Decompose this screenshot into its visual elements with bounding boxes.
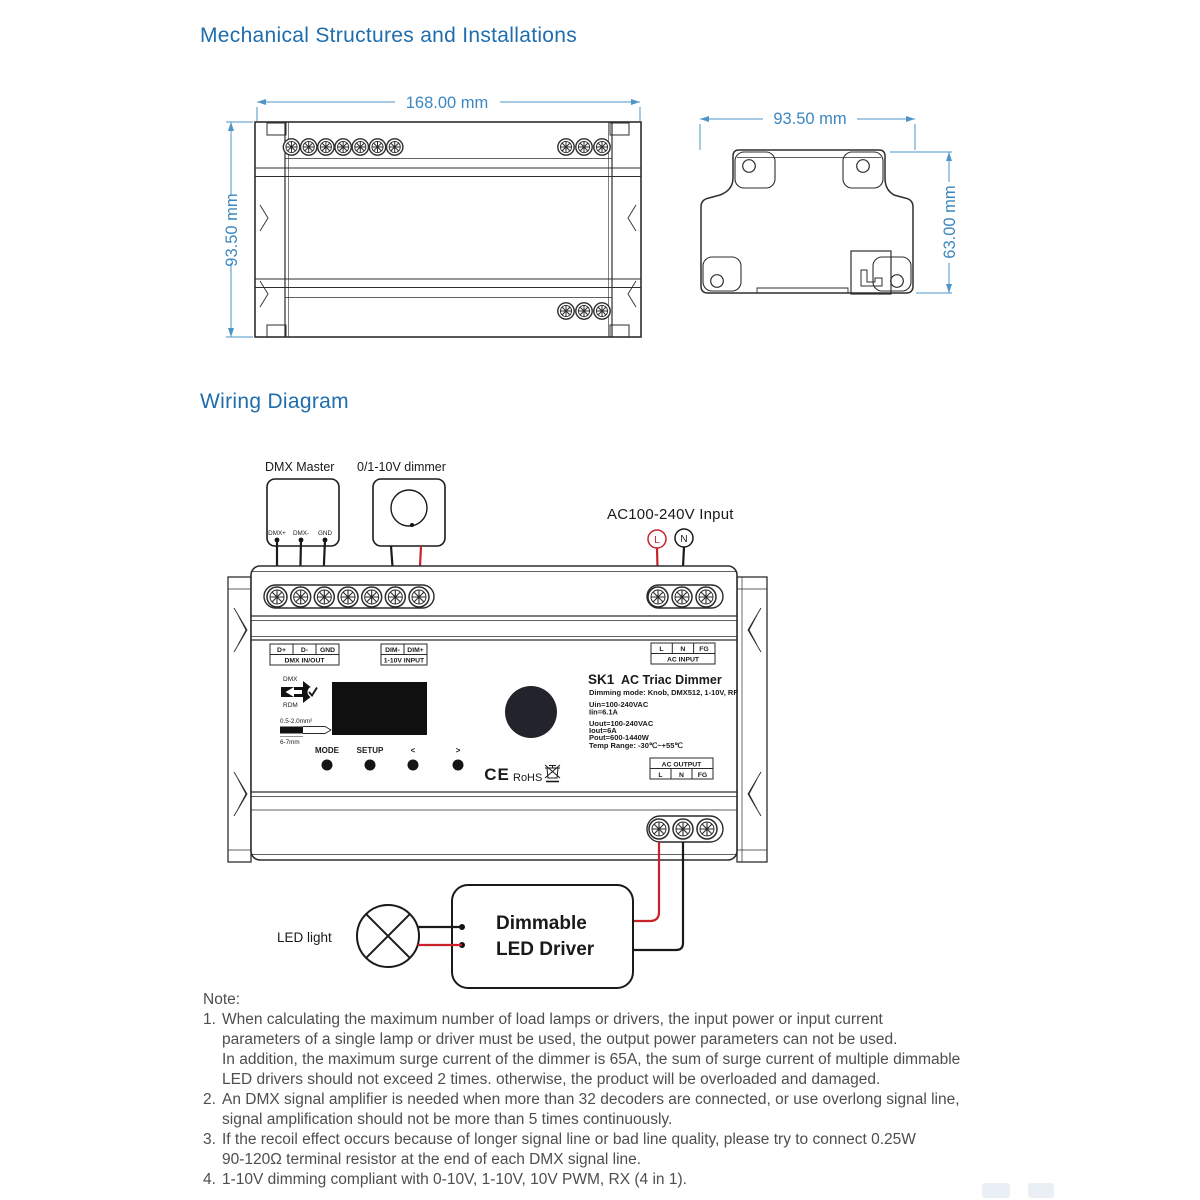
- svg-text:AC INPUT: AC INPUT: [666, 656, 700, 664]
- svg-text:DMX IN/OUT: DMX IN/OUT: [284, 657, 325, 665]
- next-button[interactable]: [453, 760, 464, 771]
- note-item-3: 3. If the recoil effect occurs because of longer signal line or bad line quality, please try to connect 0.25W 90-120Ω terminal resistor at the end of each DMX signal line.: [203, 1131, 916, 1168]
- rohs-mark: RoHS: [513, 772, 543, 784]
- led-lamp-icon: [357, 905, 419, 967]
- front-width-label: 168.00 mm: [405, 94, 489, 112]
- setup-button[interactable]: [365, 760, 376, 771]
- prev-button-label: <: [410, 746, 416, 755]
- wiring-diagram: [200, 450, 1010, 1005]
- svg-text:FG: FG: [699, 645, 709, 653]
- note-item-4: 4. 1-10V dimming compliant with 0-10V, 1-10V, 10V PWM, RX (4 in 1).: [203, 1171, 687, 1188]
- front-height-label: 93.50 mm: [223, 193, 241, 267]
- note-item-1: 1. When calculating the maximum number of load lamps or drivers, the input power or input current parameters of a single lamp or driver must be used, the output power parameters can not be used. In addition, the maximum surge current of the dimmer is 65A, the sum of surge current of multiple dimmable LED drivers should not exceed 2 times. otherwise, the product will be overloaded and damaged.: [203, 1011, 961, 1088]
- led-light-label: LED light: [277, 930, 332, 945]
- dmx-master-label: DMX Master: [265, 460, 335, 474]
- svg-text:N: N: [680, 645, 686, 653]
- ac-l-terminal: [648, 530, 666, 548]
- notes-section: [203, 990, 983, 1190]
- led-driver-line2: LED Driver: [496, 939, 595, 960]
- svg-text:DMX: DMX: [283, 676, 298, 683]
- side-body-outline: [701, 150, 913, 294]
- side-height-label: 63.00 mm: [941, 185, 959, 259]
- svg-text:L: L: [654, 535, 660, 546]
- svg-text:N: N: [679, 771, 684, 779]
- svg-text:Dimming mode: Knob, DMX512, 1-: Dimming mode: Knob, DMX512, 1-10V, RF: [589, 688, 738, 697]
- svg-text:D-: D-: [300, 646, 309, 654]
- side-dimensions: [700, 119, 952, 293]
- model-name: AC Triac Dimmer: [621, 673, 722, 687]
- svg-text:N: N: [680, 534, 688, 545]
- svg-text:Uout=100-240VAC: Uout=100-240VAC: [589, 719, 654, 728]
- ac-n-terminal: [675, 529, 693, 547]
- mode-button[interactable]: [322, 760, 333, 771]
- svg-text:Pout=600-1440W: Pout=600-1440W: [589, 733, 649, 742]
- svg-text:DIM-: DIM-: [385, 646, 400, 654]
- svg-text:1-10V INPUT: 1-10V INPUT: [383, 657, 425, 665]
- mode-button-label: MODE: [315, 746, 339, 755]
- footer-faint-mark: [1028, 1183, 1054, 1198]
- svg-text:Iout=6A: Iout=6A: [589, 726, 617, 735]
- notes-title: Note:: [203, 991, 241, 1008]
- front-width-dimension: [226, 102, 640, 337]
- svg-text:Iin=6.1A: Iin=6.1A: [589, 707, 618, 717]
- note-item-2: 2. An DMX signal amplifier is needed when more than 32 decoders are connected, or use overlong signal line, signal amplification should not be more than 5 times continuously.: [203, 1091, 960, 1128]
- ac-input-label: AC100-240V Input: [607, 506, 734, 523]
- svg-text:RDM: RDM: [283, 702, 298, 709]
- ce-mark: CE: [484, 765, 510, 784]
- dmx-master-t3: GND: [318, 530, 332, 537]
- led-driver-box: [452, 885, 633, 988]
- svg-text:6-7mm: 6-7mm: [280, 739, 300, 746]
- dimmer-label: 0/1-10V dimmer: [357, 460, 446, 474]
- svg-text:0.5-2.0mm²: 0.5-2.0mm²: [280, 718, 313, 725]
- device-display: [332, 682, 427, 735]
- dmx-master-t2: DMX-: [292, 530, 310, 537]
- device-knob[interactable]: [505, 686, 557, 738]
- dmx-master-t1: DMX+: [268, 530, 286, 537]
- led-driver-line1: Dimmable: [496, 913, 587, 934]
- svg-text:FG: FG: [697, 771, 708, 779]
- front-view-drawing: [210, 85, 670, 355]
- dimmer-box: [373, 479, 445, 546]
- section-title-wiring: Wiring Diagram: [200, 390, 349, 413]
- section-title-mechanical: Mechanical Structures and Installations: [200, 24, 578, 47]
- model-label: SK1: [588, 672, 615, 687]
- svg-text:Temp Range: -30℃~+55℃: Temp Range: -30℃~+55℃: [589, 741, 683, 750]
- svg-text:DIM+: DIM+: [407, 646, 424, 654]
- svg-text:L: L: [659, 645, 664, 653]
- side-width-label: 93.50 mm: [773, 110, 847, 128]
- footer-faint-mark: [982, 1183, 1010, 1198]
- svg-text:AC OUTPUT: AC OUTPUT: [661, 761, 702, 769]
- svg-text:Uin=100-240VAC: Uin=100-240VAC: [589, 700, 649, 709]
- svg-text:GND: GND: [319, 646, 336, 654]
- side-view-drawing: [670, 85, 970, 310]
- svg-text:D+: D+: [277, 646, 286, 654]
- setup-button-label: SETUP: [356, 746, 384, 755]
- front-screws: [283, 139, 610, 319]
- prev-button[interactable]: [408, 760, 419, 771]
- next-button-label: >: [455, 746, 461, 755]
- svg-text:L: L: [658, 771, 663, 779]
